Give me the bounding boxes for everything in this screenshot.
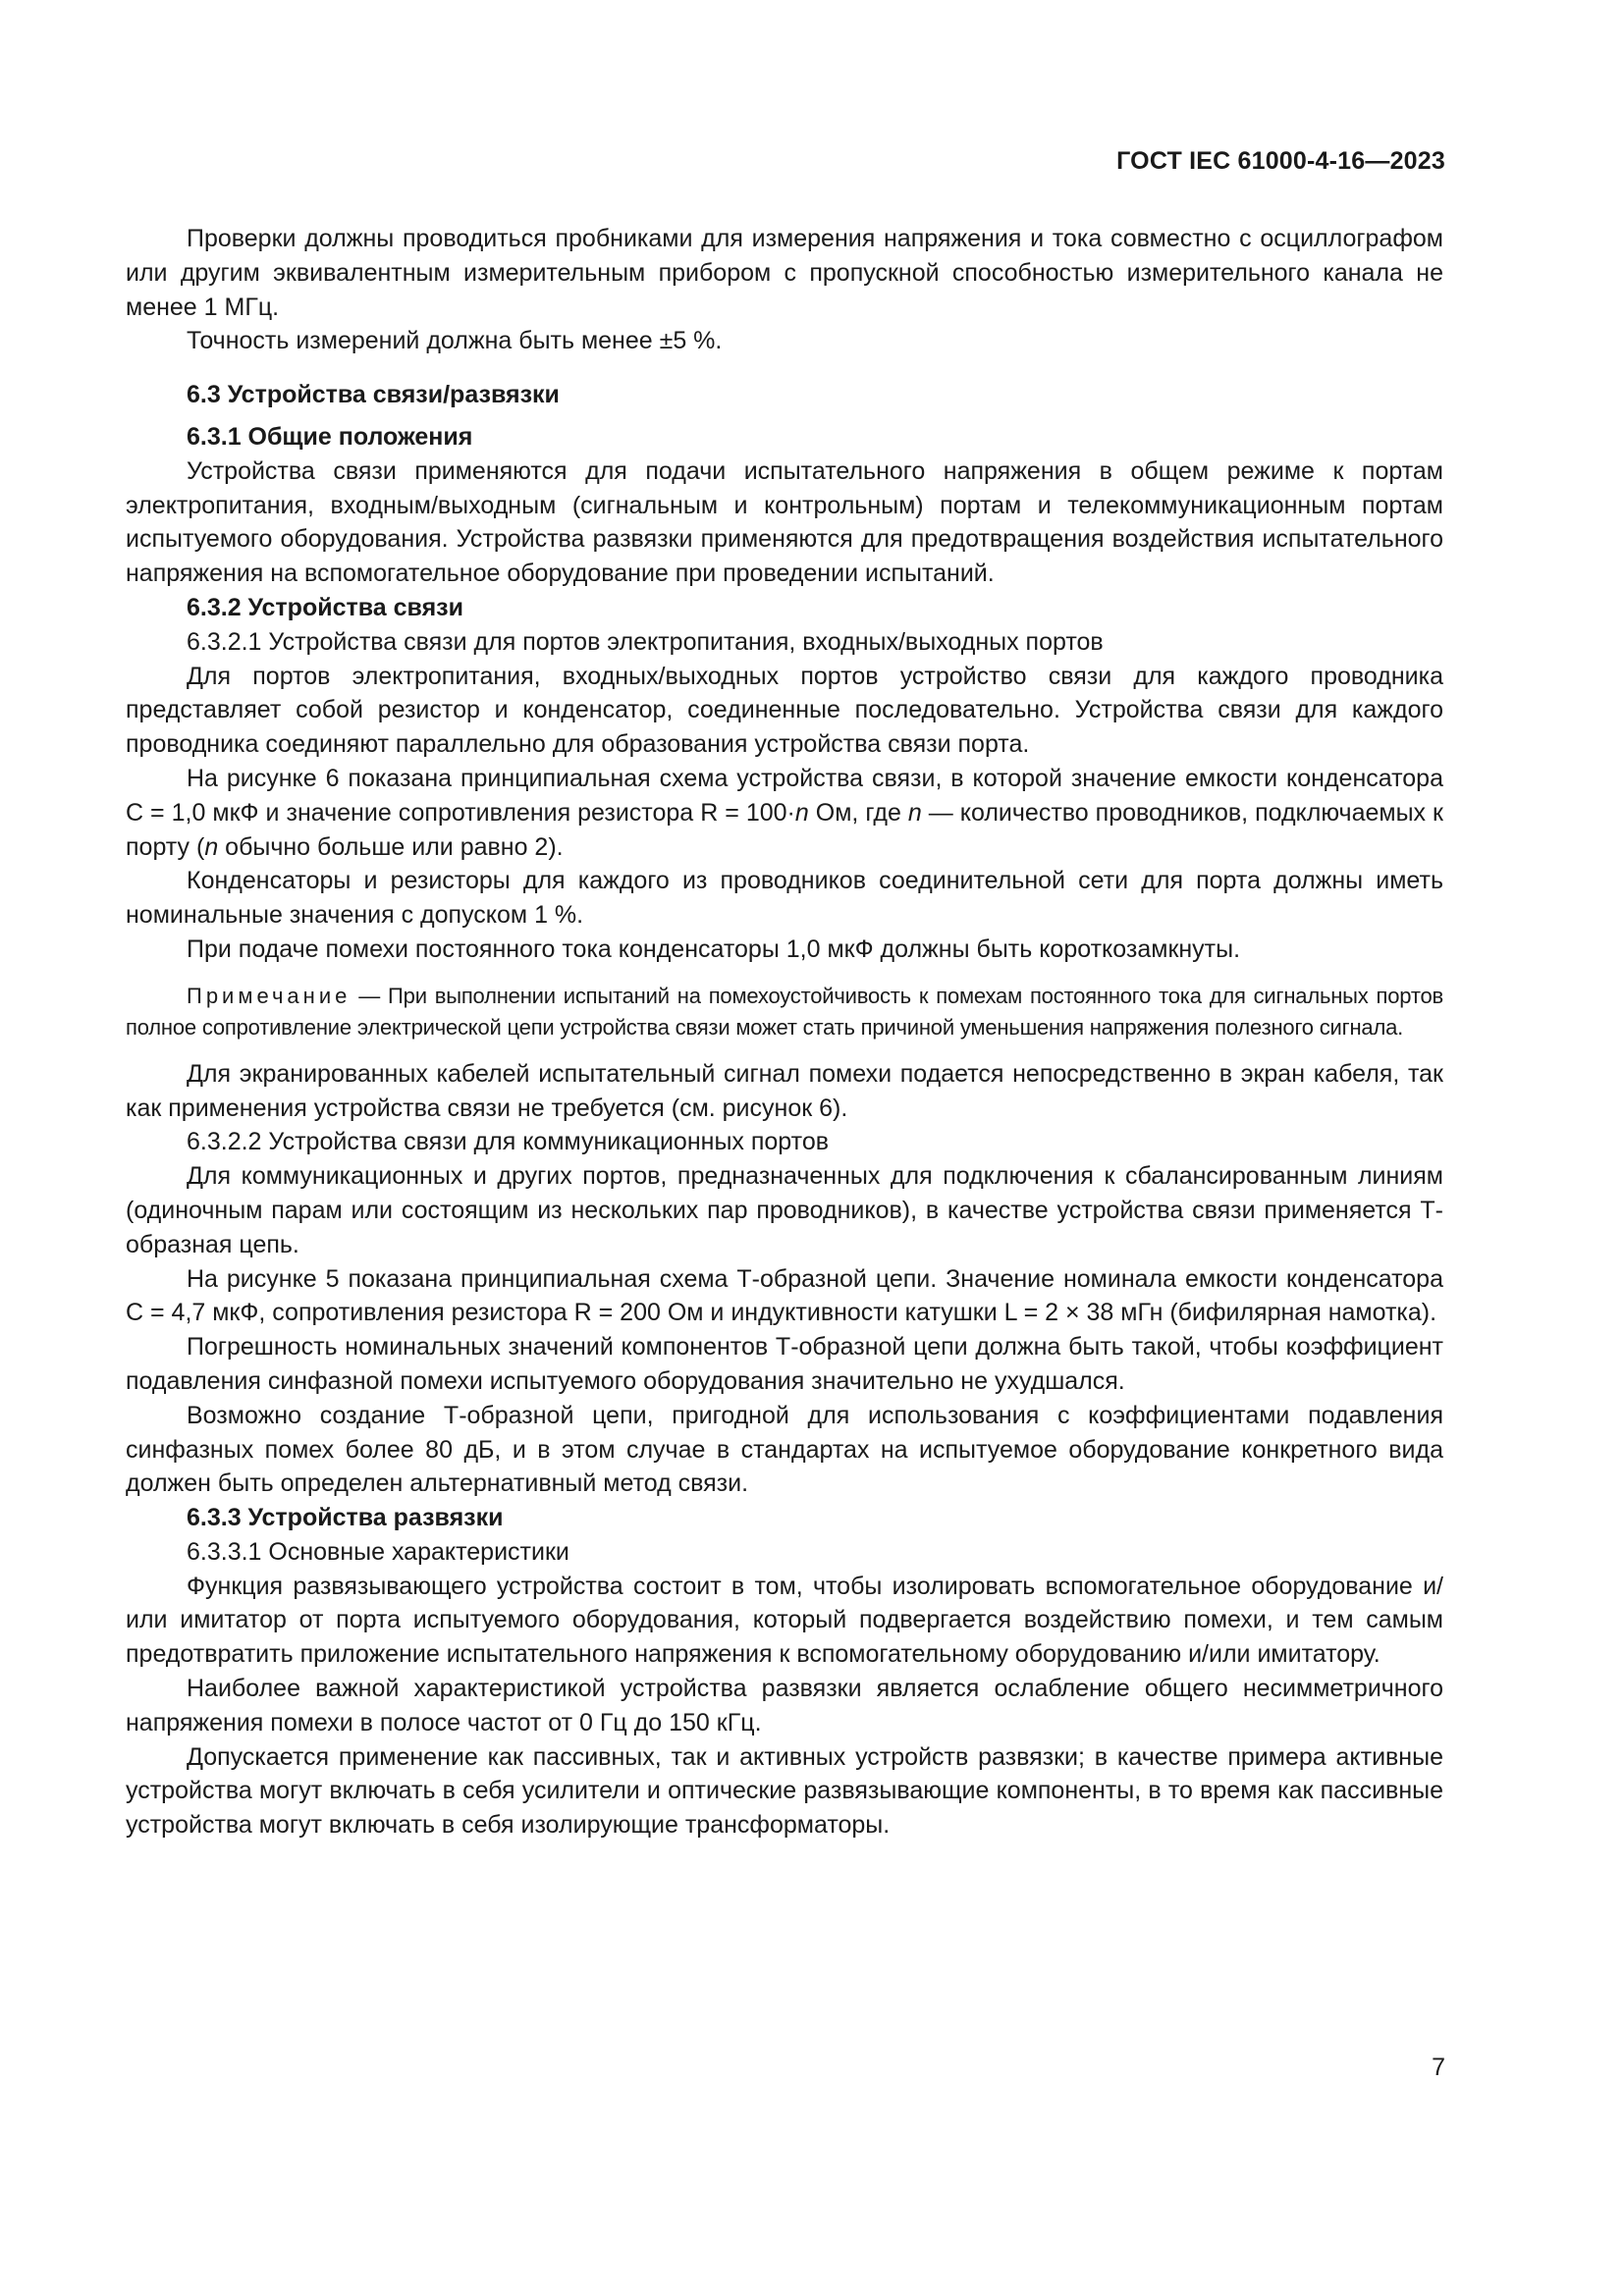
section-heading-6-3-1: 6.3.1 Общие положения [187, 422, 473, 451]
variable-n: n [907, 798, 922, 827]
paragraph: Функция развязывающего устройства состоит в том, чтобы изолировать вспомогательное оборудование и/или имитатор от порта испытуемого оборудования, который подвергается воздействию помехи, и тем самым предотвратить приложение испытательного напряжения к вспомогательному оборудованию и/или имитатору. [126, 1572, 1443, 1669]
section-heading-6-3-2: 6.3.2 Устройства связи [187, 593, 463, 621]
paragraph: Устройства связи применяются для подачи испытательного напряжения в общем режиме к портам электропитания, входным/выходным (сигнальным и контрольным) портам и телекоммуникационным портам испытуемого оборудования. Устройства развязки применяются для предотвращения воздействия испытательного напряжения на вспомогательное оборудование при проведении испытаний. [126, 456, 1443, 588]
paragraph: При подаче помехи постоянного тока конденсаторы 1,0 мкФ должны быть короткозамкнуты. [187, 934, 1241, 963]
section-heading-6-3: 6.3 Устройства связи/развязки [187, 381, 560, 409]
paragraph: Для портов электропитания, входных/выходных портов устройство связи для каждого проводника представляет собой резистор и конденсатор, соединенные последовательно. Устройства связи для каждого проводника соединяют параллельно для образования устройства связи порта. [126, 662, 1443, 759]
variable-n: n [794, 798, 809, 827]
paragraph: Проверки должны проводиться пробниками для измерения напряжения и тока совместно с осциллографом или другим эквивалентным измерительным прибором с пропускной способностью измерительного канала не менее 1 МГц. [126, 225, 1443, 321]
note-label: Примечание [187, 983, 352, 1008]
document-header: ГОСТ IEC 61000-4-16—2023 [1116, 147, 1445, 175]
document-body [126, 222, 1443, 1842]
paragraph: Конденсаторы и резисторы для каждого из проводников соединительной сети для порта должны иметь номинальные значения с допуском 1 %. [126, 867, 1443, 930]
paragraph [126, 762, 1443, 864]
variable-n: n [204, 832, 219, 861]
paragraph: Для коммуникационных и других портов, предназначенных для подключения к сбалансированным линиям (одиночным парам или состоящим из нескольких пар проводников), в качестве устройства связи применяется Т-образная цепь. [126, 1162, 1443, 1258]
paragraph: Точность измерений должна быть менее ±5 %. [187, 327, 723, 355]
subsection-title-6-3-3-1: 6.3.3.1 Основные характеристики [187, 1537, 569, 1566]
subsection-title-6-3-2-1: 6.3.2.1 Устройства связи для портов электропитания, входных/выходных портов [187, 627, 1104, 656]
note-text: — При выполнении испытаний на помехоустойчивость к помехам постоянного тока для сигнальных портов полное сопротивление электрической цепи устройства связи может стать причиной уменьшения напряжения полезного сигнала. [126, 983, 1443, 1040]
paragraph: Допускается применение как пассивных, так и активных устройств развязки; в качестве примера активные устройства могут включать в себя усилители и оптические развязывающие компоненты, в то время как пассивные устройства могут включать в себя изолирующие трансформаторы. [126, 1742, 1443, 1840]
text-run: На рисунке 6 показана принципиальная схема устройства связи, в которой значение емкости конденсатора С = 1,0 мкФ и значение сопротивления резистора R = 100· [126, 764, 1443, 827]
paragraph: Для экранированных кабелей испытательный сигнал помехи подается непосредственно в экран кабеля, так как применения устройства связи не требуется (см. рисунок 6). [126, 1059, 1443, 1122]
paragraph: Возможно создание Т-образной цепи, пригодной для использования с коэффициентами подавления синфазных помех более 80 дБ, и в этом случае в стандартах на испытуемое оборудование конкретного вида должен быть определен альтернативный метод связи. [126, 1401, 1443, 1498]
paragraph: Погрешность номинальных значений компонентов Т-образной цепи должна быть такой, чтобы коэффициент подавления синфазной помехи испытуемого оборудования значительно не ухудшался. [126, 1333, 1443, 1395]
paragraph: Наиболее важной характеристикой устройства развязки является ослабление общего несимметричного напряжения помехи в полосе частот от 0 Гц до 150 кГц. [126, 1675, 1443, 1736]
text-run: Ом, где [808, 798, 908, 827]
note [126, 981, 1443, 1043]
page-number: 7 [1432, 2054, 1445, 2081]
text-run: — количество проводников, подключаемых к порту ( [126, 798, 1443, 861]
section-heading-6-3-3: 6.3.3 Устройства развязки [187, 1504, 504, 1532]
paragraph: На рисунке 5 показана принципиальная схема Т-образной цепи. Значение номинала емкости конденсатора С = 4,7 мкФ, сопротивления резистора R = 200 Ом и индуктивности катушки L = 2 × 38 мГн (бифилярная намотка). [126, 1264, 1443, 1327]
subsection-title-6-3-2-2: 6.3.2.2 Устройства связи для коммуникационных портов [187, 1128, 830, 1156]
text-run: обычно больше или равно 2). [218, 832, 564, 861]
